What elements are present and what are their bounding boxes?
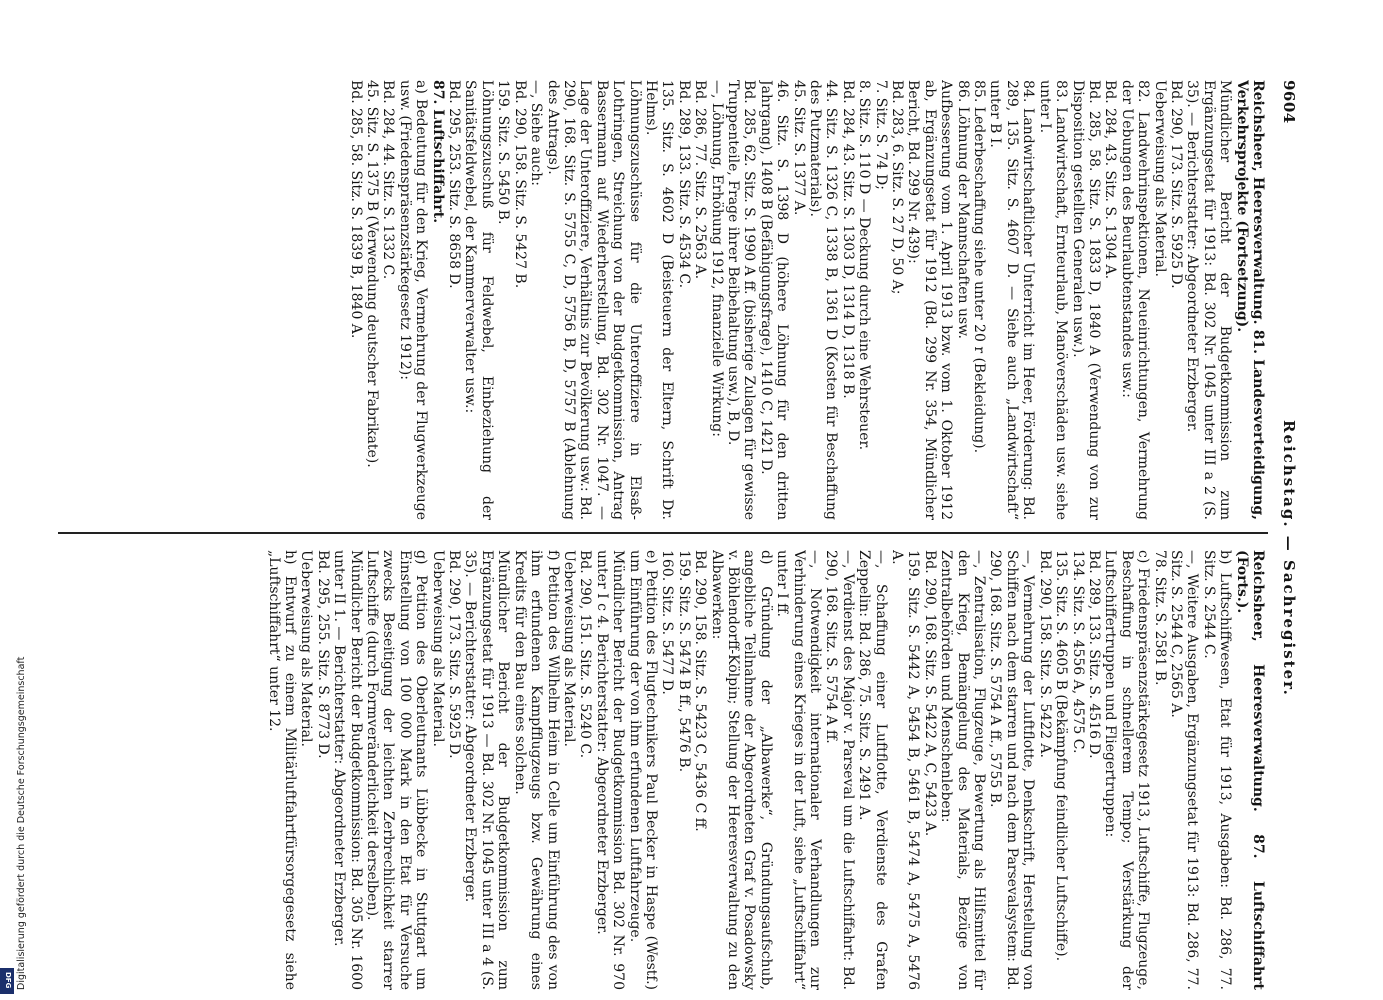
- section-heading: Reichsheer, Heeresverwaltung. 81. Landesverteidigung, Verkehrsprojekte (Fortsetzung).: [1233, 80, 1266, 520]
- page-header: [1274, 80, 1298, 1000]
- register-entry: 84. Landwirtschaftlicher Unterricht im Heer, Förderung: Bd. 289, 135. Sitz. S. 4607 D. — Siehe auch „Landwirtschaft“ unter B I.: [987, 80, 1037, 520]
- register-entry: 85. Lederbeschaffung siehe unter 20 r (Bekleidung).: [971, 80, 988, 454]
- right-column: [66, 550, 1266, 990]
- column-divider: [58, 532, 1268, 534]
- register-entry: Löhnungszuschuß für Feldwebel, Einbeziehung der Sanitätsfeldwebel, der Kammerverwalter usw.: Bd. 295, 253. Sitz. S. 8658 D.: [446, 80, 495, 520]
- register-entry: a) Bedeutung für den Krieg, Vermehrung der Flugwerkzeuge usw. (Friedenspräsenzstärkegesetz 1912): Bd. 284, 44. Sitz. S. 1332 C. 45. Sitz. S. 1375 B (Verwendung deutscher Fabrikate). Bd. 285, 58. Sitz. S. 1839 B, 1840 A.: [347, 80, 430, 520]
- register-entry: —, Schaffung einer Luftflotte, Verdienste des Grafen Zeppelin: Bd. 286, 75. Sitz. S. 2491 A. —, Verdienst des Major v. Parseval um die Luftschiffahrt: Bd. 290, 168. Sitz. S. 5754 A ff. —, Notwendigkeit internationaler Verhandlungen zur Verhinderung eines Krieges in der Luft, siehe „Luftschiffahrt“ unter I ff.: [774, 550, 889, 990]
- register-entry: h) Entwurf zu einem Militärluftfahrtfürsorgegesetz siehe „Luftschiffahrt“ unter 12.: [265, 550, 299, 990]
- dfg-logo: [0, 968, 14, 994]
- register-entry: 83. Landwirtschaft, Ernteurlaub, Manöverschäden usw. siehe unter I.: [1036, 80, 1070, 520]
- page-number: 9604: [1280, 80, 1298, 124]
- register-entry: —, Siehe auch: Bd. 290, 158. Sitz. S. 5427 B. 159. Sitz. S. 5450 B.: [495, 80, 545, 289]
- register-entry: b) Luftschiffwesen, Etat für 1913, Ausgaben: Bd. 286, 77. Sitz. S. 2544 C. —, Weitere Ausgaben, Ergänzungsetat für 1913: Bd. 286, 77. Sitz. S. 2544 C, 2565 A. 78. Sitz. S. 2581 B.: [1151, 550, 1234, 990]
- register-entry: e) Petition des Flugtechnikers Paul Becker in Haspe (Westf.) um Einführung der von ihm erfundenen Luftfahrzeuge. Mündlicher Bericht der Budgetkommission Bd. 302 Nr. 970 unter I c 4. Berichterstatter: Abgeordneter Erzberger. Bd. 290, 151. Sitz. S. 5240 C. Ueberweisung als Material.: [560, 550, 659, 990]
- register-entry: f) Petition des Wilhelm Heim in Celle um Einführung des von ihm erfundenen Kampfflugzeugs bzw. Gewährung eines Kredits für den Bau eines solchen. Mündlicher Bericht der Budgetkommission zum Ergänzungsetat für 1913 — Bd. 302 Nr. 1045 unter III a 4 (S. 35). — Berichterstatter: Abgeordneter Erzberger. Bd. 290, 173. Sitz. S. 5925 D. Ueberweisung als Material.: [429, 550, 561, 990]
- register-entry: —, Löhnung, Erhöhung 1912, finanzielle Wirkung: Bd. 286, 77. Sitz. S. 2563 A. Bd. 289, 133. Sitz. S. 4534 C. 135. Sitz. S. 4602 D (Beisteuern der Eltern, Schrift Dr. Helms).: [642, 80, 725, 520]
- register-entry: —, Vermehrung der Luftflotte, Denkschrift, Herstellung von Schiffen nach dem starren und nach dem Parsevalsystem: Bd. 290, 168. Sitz. S. 5754 A ff., 5755 B.: [987, 550, 1037, 990]
- footer-attribution: [2, 600, 27, 995]
- register-entry: c) Friedenspräsenzstärkegesetz 1913, Luftschiffe, Flugzeuge, Beschaffung in schnellerem Tempo; Verstärkung der Luftschiffertruppen und Fliegertruppen: Bd. 289, 133. Sitz. S. 4516 D. 134. Sitz. S. 4556 A, 4575 C. 135. Sitz. S. 4605 B (Bekämpfung feindlicher Luftschiffe). Bd. 290, 158. Sitz. S. 5422 A.: [1036, 550, 1152, 990]
- register-entry: —, Zentralisation, Flugzeuge, Bewertung als Hilfsmittel für den Krieg, Bemängelung des Materials, Bezüge von Zentralbehörden und Menschenleben: Bd. 290, 168. Sitz. S. 5422 A, C, 5423 A. 159. Sitz. S. 5442 A, 5454 B, 5461 B, 5474 A, 5475 A, 5476 A.: [889, 550, 988, 990]
- register-entry: g) Petition des Oberleutnants Lübbecke in Stuttgart um Einstellung von 100 000 Mark in den Etat für Versuche zwecks Beseitigung der leichten Zerbrechlichkeit starrer Luftschiffe (durch Formveränderlichkeit derselben). Mündlicher Bericht der Budgetkommission: Bd. 305 Nr. 1600 unter II 1. — Berichterstatter: Abgeordneter Erzberger. Bd. 295, 255. Sitz. S. 8773 D. Ueberweisung als Material.: [298, 550, 430, 990]
- left-column: [66, 80, 1266, 520]
- page-title: Reichstag. — Sachregister.: [1280, 420, 1298, 697]
- register-entry: Mündlicher Bericht der Budgetkommission zum Ergänzungsetat für 1913: Bd. 302 Nr. 1045 unter III a 2 (S. 35). — Berichterstatter: Abgeordneter Erzberger. Bd. 290, 173. Sitz. S. 5925 D. Ueberweisung als Material.: [1151, 80, 1234, 520]
- register-entry: Löhnungszuschüsse für die Unteroffiziere in Elsaß-Lothringen, Streichung von der Budgetkommission, Antrag Bassermann auf Wiederherstellung, Bd. 302 Nr. 1047. — Lage der Unteroffiziere, Verhältnis zur Bevölkerung usw.: Bd. 290, 168. Sitz. S. 5755 C, D, 5756 B, D, 5757 B (Ablehnung des Antrags).: [544, 80, 643, 520]
- dfg-logo-text: DFG: [4, 972, 12, 989]
- section-heading: Reichsheer, Heeresverwaltung. 87. Luftschiffahrt (Forts.).: [1233, 550, 1266, 990]
- register-entry: 86. Löhnung der Mannschaften usw. Aufbesserung vom 1. April 1913 bzw. vom 1. Oktober 1912 ab, Ergänzungsetat für 1912 (Bd. 299 Nr. 354, Mündlicher Bericht, Bd. 299 Nr. 439): Bd. 283, 6. Sitz. S. 27 D, 50 A; 7. Sitz. S. 74 D; 8. Sitz. S. 110 D — Deckung durch eine Wehrsteuer. Bd. 284, 43. Sitz. S. 1303 D, 1314 D, 1318 B. 44. Sitz. S. 1326 C, 1338 B, 1361 D (Kosten für Beschaffung des Putzmaterials). 45. Sitz. S. 1377 A. 46. Sitz. S. 1398 D (höhere Löhnung für den dritten Jahrgang), 1408 B (Befähigungsfrage), 1410 C, 1421 D. Bd. 285, 62. Sitz. S. 1990 A ff. (bisherige Zulagen für gewisse Truppenteile, Frage ihrer Beibehaltung usw.), B, D.: [725, 80, 971, 520]
- register-entry: 82. Landwehrinspektionen, Neueinrichtungen, Vermehrung der Uebungen des Beurlaubtenstandes usw.: Bd. 284, 43. Sitz. S. 1304 A. Bd. 285, 58. Sitz. S. 1833 D, 1840 A (Verwendung von zur Disposition gestellten Generalen usw.).: [1069, 80, 1152, 520]
- attribution-text: Digitalisierung gefördert durch die Deutsche Forschungsgemeinschaft: [16, 656, 27, 990]
- rotated-page-content: [58, 80, 1298, 1000]
- register-entry: d) Gründung der „Albawerke“, Gründungsaufschub, angebliche Teilnahme der Abgeordneten Graf v. Posadowsky v. Böhlendorff-Kölpin; Stellung der Heeresverwaltung zu den Albawerken: Bd. 290, 158. Sitz. S. 5423 C, 5436 C ff. 159. Sitz. S. 5474 B ff., 5476 B. 160. Sitz. S. 5477 D.: [659, 550, 774, 990]
- section-heading: 87. Luftschiffahrt.: [429, 80, 446, 224]
